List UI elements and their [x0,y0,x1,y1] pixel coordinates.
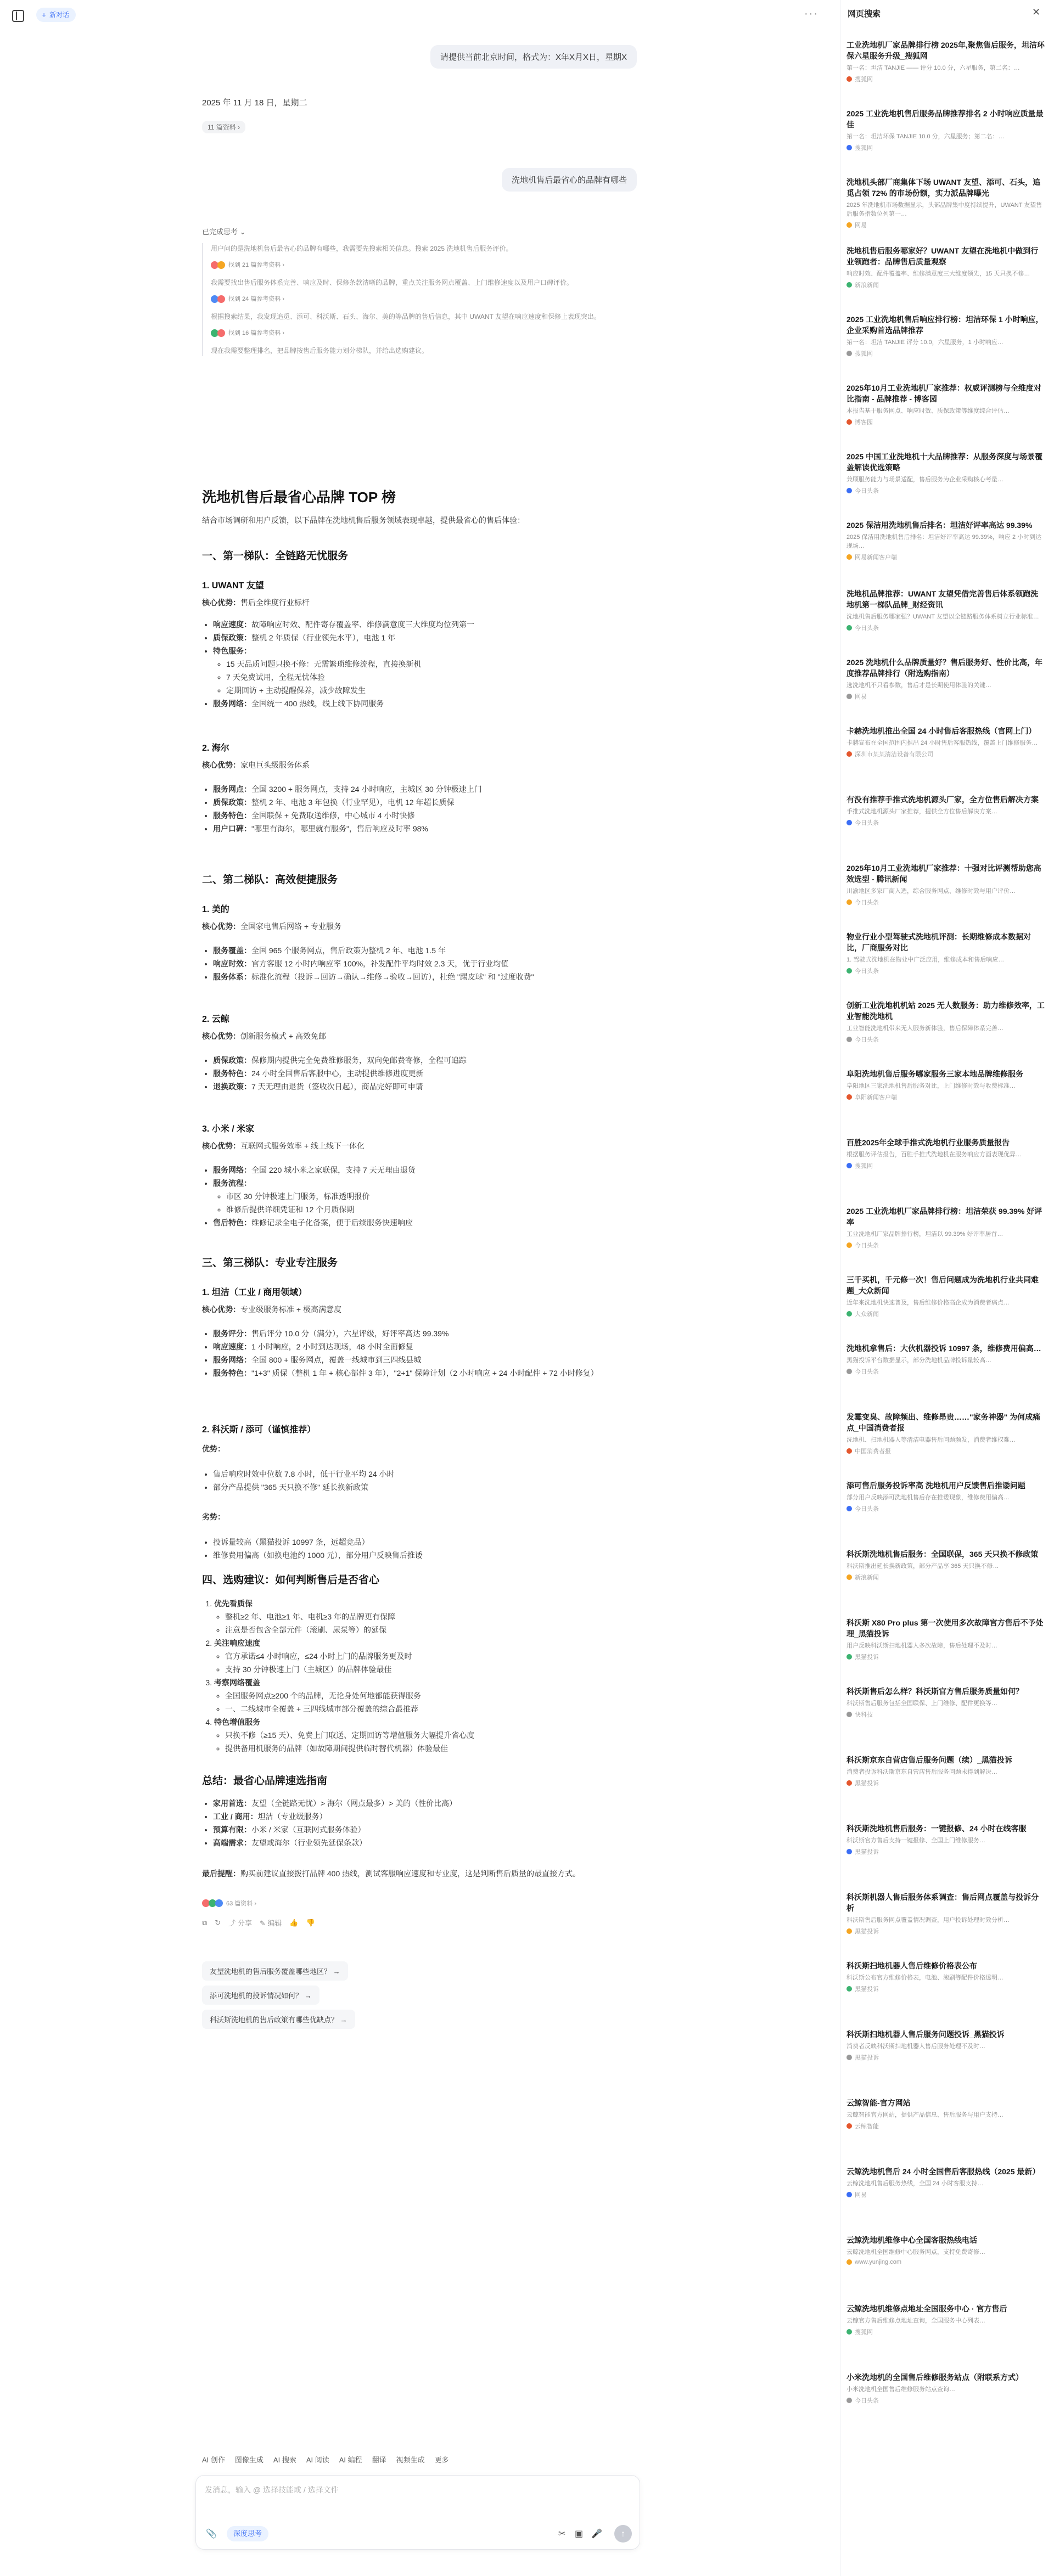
brand-details: • 响应速度：故障响应时效、配件寄存覆盖率、维修满意度三大维度均位列第一 • 质保政策：整机 2 年质保（行业领先水平），电池 1 年 • 特色服务： ◦ 15 天品质问题只换不修：无需繁琐维修流程，直接换新机 ◦ 7 天免费试用，全程无忧体验 ◦ 定期回访 + 主动提醒保养，减少故障发生 • 服务网络：全国统一 400 热线，线上线下协同服务 [202,618,637,710]
tool-code[interactable]: AI 编程 [339,2456,362,2464]
result-title[interactable]: 科沃斯 X80 Pro plus 第一次使用多次故障官方售后不予处理_黑猫投诉 [846,1618,1044,1638]
result-snippet: 消费者反映科沃斯扫地机器人售后服务处理不及时… [846,2043,985,2050]
result-source [846,1241,1045,1250]
source-icon [846,2329,852,2335]
result-snippet: 科沃斯推出延长换新政策，部分产品享 365 天只换不修… [846,1563,999,1570]
source-icon [846,899,852,905]
source-name: 搜狐网 [855,145,873,151]
search-result[interactable] [846,725,1045,758]
source-name: 今日头条 [855,820,879,826]
source-name: 黑猫投诉 [855,1849,879,1855]
image-icon[interactable]: ▣ [575,2529,584,2539]
source-name: 黑猫投诉 [855,1654,879,1661]
source-icon [846,1163,852,1168]
result-snippet: 2025 保洁用洗地机售后排名：坦洁好评率高达 99.39%，响应 2 小时到达现场… [846,534,1042,549]
source-icon [846,1712,852,1717]
result-snippet: 近年来洗地机快速普及，售后维修价格高企成为消费者痛点… [846,1300,1010,1306]
user-message: 请提供当前北京时间，格式为：X年X月X日，星期X [430,45,637,69]
result-snippet: 科沃斯售后服务包括全国联保、上门维修、配件更换等… [846,1700,997,1707]
source-icon [846,1369,852,1374]
thumbs-up-icon[interactable]: 👍 [289,1918,299,1927]
section-heading: 总结：最省心品牌速选指南 [202,1775,328,1787]
source-name: 新浪新闻 [855,282,879,289]
source-name: 今日头条 [855,1037,879,1043]
brand-heading: 3. 小米 / 米家 [202,1124,255,1134]
source-name: 搜狐网 [855,351,873,357]
result-title[interactable]: 2025 工业洗地机厂家品牌排行榜：坦洁荣获 99.39% 好评率 [846,1207,1042,1227]
result-title[interactable]: 创新工业洗地机机站 2025 无人数服务：助力维修效率，工业智能洗地机 [846,1001,1045,1021]
assistant-answer: 洗地机售后最省心品牌 TOP 榜 结合市场调研和用户反馈，以下品牌在洗地机售后服务领域表现卓越，提供最省心的售后体验： 一、第一梯队：全链路无忧服务 1. UWANT 友望 核心优势：售后全维度行业标杆 • 响应速度：故障响应时效、配件寄存覆盖率、维修满意度三大维度均位列第一 • 质保政策：整机 2 年质保（行业领先水平），电池 1 年 • 特色服务： ◦ 15 天品质问题只换不修：无需繁琐维修流程，直接换新机 ◦ 7 天免费试用，全程无忧体验 ◦ 定期回访 + 主动提醒保养，减少故障发生 • 服务网络：全国统一 400 热线，线上线下协同服务 2. 海尔 核心优势：家电巨头级服务体系 • 服务网点：全国 3200 + 服务网点，支持 24 小时响应，主城区 30 分钟极速上门 • 质保政策：整机 2 年、电池 3 年包换（行业罕见），电机 12 年超长质保 • 服务特色：全国联保 + 免费取送维修，中心城市 4 小时快修 • 用户口碑："哪里有海尔，哪里就有服务"，售后响应及时率 98% 二、第二梯队：高效便捷服务 1. 美的 核心优势：全国家电售后网络 + 专业服务 • 服务覆盖：全国 965 个服务网点，售后政策为整机 2 年、电池 1.5 年 • 响应时效：官方客服 12 小时内响应率 100%，补发配件平均时效 2.3 天，优于行业均值 • 服务体系：标准化流程（投诉→回访→确认→维修→验收→回访），杜绝 "踢皮球" 和 "过度收费" 2. 云鲸 核心优势：创新服务模式 + 高效免邮 • 质保政策：保修期内提供完全免费维修服务，双向免邮费寄修，全程可追踪 • 服务特色：24 小时全国售后客服中心，主动提供维修进度更新 • 退换政策：7 天无理由退货（签收次日起），商品完好即可申请 3. 小米 / 米家 核心优势：互联网式服务效率 + 线上线下一体化 • 服务网络：全国 220 城小米之家联保，支持 7 天无理由退货 • 服务流程： ◦ 市区 30 分钟极速上门服务，标准透明报价 ◦ 维修后提供详细凭证和 12 个月质保期 • 售后特色：维修记录全电子化备案，便于后续服务快速响应 三、第三梯队：专业专注服务 1. 坦洁（工业 / 商用领域） 核心优势：专业级服务标准 + 极高满意度 • 服务评分：售后评分 10.0 分（满分），六星评级，好评率高达 99.39% • 响应速度：1 小时响应，2 小时到达现场，48 小时全面修复 • 服务网络：全国 800 + 服务网点，覆盖一线城市到三四线县城 • 服务特色："1+3" 质保（整机 1 年 + 核心部件 3 年），"2+1" 保障计划（2 小时响应 + 24 小时配件 + 72 小时修复） 2. 科沃斯 / 添可（谨慎推荐） 优势： • 售后响应时效中位数 7.8 小时，低于行业平均 24 小时 • 部分产品提供 "365 天只换不修" 延长换新政策 劣势： • 投诉量较高（黑猫投诉 10997 条，远超竞品） • 维修费用偏高（如换电池约 1000 元），部分用户反映售后推诿 四、选购建议：如何判断售后是否省心 1. 优先看质保 ◦ 整机≥2 年、电池≥1 年、电机≥3 年的品牌更有保障 ◦ 注意是否包含全部元件（滚刷、尿泵等）的延保 2. 关注响应速度 ◦ 官方承诺≤4 小时响应，≤24 小时上门的品牌服务更及时 ◦ 支持 30 分钟极速上门（主城区）的品牌体验最佳 3. 考察网络覆盖 ◦ 全国服务网点≥200 个的品牌，无论身处何地都能获得服务 ◦ 一、二线城市全覆盖 + 三四线城市部分覆盖的综合最推荐 4. 特色增值服务 ◦ 只换不修（≥15 天）、免费上门取送、定期回访等增值服务大幅提升省心度 ◦ 提供备用机服务的品牌（如故障期间提供临时替代机器）体验最佳 总结：最省心品牌速选指南 • 家用首选：友望（全链路无忧）> 海尔（网点最多）> 美的（性价比高） • 工业 / 商用：坦洁（专业级服务） • 预算有限：小米 / 米家（互联网式服务体验） • 高端需求：友望或海尔（行业领先延保条款） 最后提醒：购买前建议直接拨打品牌 400 热线，测试客服响应速度和专业度，这是判断售后质量的最直接方式。 63 篇资料 › ⧉ ↻ ⤴ 分享 ✎ 编辑 👍 👎 [202,486,637,2259]
result-snippet: 第一名：坦洁 TANJIE —— 评分 10.0 分，六星服务，第二名：… [846,65,1020,71]
result-source [846,349,1045,358]
search-result[interactable] [846,2372,1045,2405]
search-result[interactable] [846,2303,1045,2336]
message-input[interactable]: 发消息，输入 @ 选择技能或 / 选择文件 [205,2485,339,2494]
source-icon [846,351,852,356]
result-source [846,143,1045,152]
result-source [846,1093,1045,1101]
answer-actions [202,1917,637,1928]
result-snippet: 云鲸洗地机售后服务热线，全国 24 小时客服支持… [846,2180,984,2187]
source-icon [846,1448,852,1454]
source-icon [846,2398,852,2403]
result-source [846,1573,1045,1582]
suggested-question[interactable]: 科沃斯洗地机的售后政策有哪些优缺点？ → [202,2010,355,2029]
brand-heading: 2. 海尔 [202,744,229,753]
result-source [846,553,1045,561]
pros-list: • 售后响应时效中位数 7.8 小时，低于行业平均 24 小时 • 部分产品提供 "365 天只换不修" 延长换新政策 [202,1467,637,1494]
search-result[interactable] [846,1137,1045,1170]
result-snippet: 消费者投诉科沃斯京东自营店售后服务问题未得到解决… [846,1769,997,1775]
result-snippet: 2025 年洗地机市场数据显示，头部品牌集中度持续提升，UWANT 友望售后服务指数位列第一… [846,202,1042,217]
source-name: 阜阳新闻客户端 [855,1094,897,1101]
search-result[interactable] [846,2166,1045,2199]
result-source [846,1367,1045,1376]
copy-icon[interactable]: ⧉ [202,1918,208,1927]
search-result[interactable] [846,383,1045,426]
result-source [846,966,1045,975]
result-source [846,2122,1045,2130]
source-icon [846,2055,852,2060]
search-result[interactable] [846,1617,1045,1661]
suggested-question[interactable]: 友望洗地机的售后服务覆盖哪些地区？ → [202,1961,348,1981]
section-heading: 一、第一梯队：全链路无忧服务 [202,550,349,562]
thinking-text: 我需要找出售后服务体系完善、响应及时、保修条款清晰的品牌，重点关注服务网点覆盖、上门维修速度以及用户口碑评价。 [211,279,574,286]
final-note: 最后提醒：购买前建议直接拨打品牌 400 热线，测试客服响应速度和专业度，这是判断售后质量的最直接方式。 [202,1869,581,1878]
result-title[interactable]: 三千买机，千元修一次！售后问题成为洗地机行业共同难题_大众新闻 [846,1275,1039,1295]
cons-list: • 投诉量较高（黑猫投诉 10997 条，远超竞品） • 维修费用偏高（如换电池约 1000 元），部分用户反映售后推诿 [202,1536,637,1562]
search-result[interactable] [846,1549,1045,1582]
search-result[interactable] [846,931,1045,975]
result-title[interactable]: 云鲸洗地机维修中心全国客服热线电话 [846,2236,977,2245]
result-source [846,1035,1045,1044]
source-name: 大众新闻 [855,1311,879,1318]
sidebar-toggle-icon[interactable] [12,10,24,22]
tips-list: 1. 优先看质保 ◦ 整机≥2 年、电池≥1 年、电机≥3 年的品牌更有保障 ◦ 注意是否包含全部元件（滚刷、尿泵等）的延保 2. 关注响应速度 ◦ 官方承诺≤4 小时响应，≤24 小时上门的品牌服务更及时 ◦ 支持 30 分钟极速上门（主城区）的品牌体验最佳 3. 考察网络覆盖 ◦ 全国服务网点≥200 个的品牌，无论身处何地都能获得服务 ◦ 一、二线城市全覆盖 + 三四线城市部分覆盖的综合最推荐 4. 特色增值服务 ◦ 只换不修（≥15 天）、免费上门取送、定期回访等增值服务大幅提升省心度 ◦ 提供备用机服务的品牌（如故障期间提供临时替代机器）体验最佳 [202,1597,637,1755]
result-snippet: 响应时效、配件覆盖率、维修满意度三大维度领先，15 天只换不修… [846,271,1030,277]
result-source [846,1779,1045,1787]
send-button[interactable]: ↑ [614,2525,632,2543]
search-result[interactable] [846,2029,1045,2062]
source-name: 黑猫投诉 [855,2055,879,2061]
source-name: 新浪新闻 [855,1574,879,1581]
source-name: 今日头条 [855,625,879,632]
search-result[interactable] [846,451,1045,495]
source-name: www.yunjing.com [855,2259,901,2265]
thumbs-down-icon[interactable]: 👎 [306,1918,315,1927]
source-name: 今日头条 [855,1506,879,1512]
search-result[interactable] [846,40,1045,83]
result-title[interactable]: 云鲸洗地机售后 24 小时全国售后客服热线（2025 最新） [846,2167,1040,2176]
brand-heading: 1. 坦洁（工业 / 商用领域） [202,1288,307,1297]
search-result[interactable] [846,1000,1045,1044]
result-title[interactable]: 2025年10月工业洗地机厂家推荐：十强对比评测帮助您高效选型 - 腾讯新闻 [846,864,1041,884]
section-heading: 四、选购建议：如何判断售后是否省心 [202,1574,380,1586]
search-result[interactable] [846,314,1045,358]
result-snippet: 科沃斯官方售后支持一键报修、全国上门维修服务… [846,1837,985,1844]
result-source [846,418,1045,426]
source-name: 网易新闻客户端 [855,554,897,561]
source-icon [846,1574,852,1580]
source-icon [846,968,852,974]
brand-details: • 服务评分：售后评分 10.0 分（满分），六星评级，好评率高达 99.39% • 响应速度：1 小时响应，2 小时到达现场，48 小时全面修复 • 服务网络：全国 800 + 服务网点，覆盖一线城市到三四线县城 • 服务特色："1+3" 质保（整机 1 年 + 核心部件 3 年），"2+1" 保障计划（2 小时响应 + 24 小时配件 + 72 小时修复） [202,1327,637,1380]
user-message: 洗地机售后最省心的品牌有哪些 [502,168,637,192]
result-snippet: 科沃斯售后服务网点覆盖情况调查，用户投诉处理时效分析… [846,1917,1010,1923]
source-icon [846,222,852,228]
source-icon [846,1654,852,1660]
result-title[interactable]: 洗地机品牌推荐：UWANT 友望凭借完善售后体系领跑洗地机第一梯队品牌_财经资讯 [846,589,1039,609]
search-result[interactable] [846,1686,1045,1719]
source-name: 搜狐网 [855,76,873,83]
search-result[interactable] [846,1823,1045,1856]
source-icon [846,1242,852,1248]
result-source [846,818,1045,827]
result-title[interactable]: 2025 工业洗地机售后响应排行榜：坦洁环保 1 小时响应，企业采购首选品牌推荐 [846,315,1044,335]
result-title[interactable]: 2025 保洁用洗地机售后排名：坦洁好评率高达 99.39% [846,521,1033,530]
source-icon [846,76,852,82]
edit-button[interactable]: ✎ 编辑 [259,1919,282,1927]
result-title[interactable]: 2025年10月工业洗地机厂家推荐：权威评测榜与全维度对比指南 - 品牌推荐 - 博客园 [846,384,1041,403]
search-result[interactable] [846,177,1045,229]
result-title[interactable]: 2025 工业洗地机售后服务品牌推荐排名 2 小时响应质量最佳 [846,109,1044,129]
result-title[interactable]: 工业洗地机厂家品牌排行榜 2025年,聚焦售后服务，坦洁环保六星服务升级_搜狐网 [846,41,1045,60]
brand-heading: 1. 美的 [202,905,229,914]
source-name: 黑猫投诉 [855,1986,879,1993]
result-source [846,1847,1045,1856]
message-composer[interactable] [195,2475,640,2550]
result-snippet: 云鲸智能官方网站，提供产品信息、售后服务与用户支持… [846,2112,1003,2118]
source-name: 网易 [855,694,867,700]
result-source [846,2396,1045,2405]
source-icon [846,2192,852,2197]
result-snippet: 工业洗地机厂家品牌排行榜，坦洁以 99.39% 好评率居首… [846,1231,1003,1238]
scissors-icon[interactable]: ✂ [558,2529,566,2539]
brand-details: • 服务网络：全国 220 城小米之家联保，支持 7 天无理由退货 • 服务流程： ◦ 市区 30 分钟极速上门服务，标准透明报价 ◦ 维修后提供详细凭证和 12 个月质保期 • 售后特色：维修记录全电子化备案，便于后续服务快速响应 [202,1163,637,1229]
result-title[interactable]: 云鲸洗地机维修点地址全国服务中心 · 官方售后 [846,2304,1007,2313]
result-snippet: 兼顾服务能力与场景适配，售后服务为企业采购核心考量… [846,476,1003,483]
tool-translate[interactable]: 翻译 [372,2456,386,2464]
tool-image[interactable]: 图像生成 [234,2456,264,2464]
result-snippet: 黑猫投诉平台数据显示，部分洗地机品牌投诉量较高… [846,1357,991,1364]
tool-search[interactable]: AI 搜索 [273,2456,296,2464]
search-result[interactable] [846,1892,1045,1936]
source-icon [846,694,852,699]
result-title[interactable]: 洗地机售后服务哪家好？UWANT 友望在洗地机中做到行业领跑者：品牌售后质量观察 [846,246,1039,266]
result-snippet: 用户反映科沃斯扫地机器人多次故障，售后处理不及时… [846,1643,997,1649]
mic-icon[interactable]: 🎤 [591,2529,602,2539]
summary-list: • 家用首选：友望（全链路无忧）> 海尔（网点最多）> 美的（性价比高） • 工业 / 商用：坦洁（专业级服务） • 预算有限：小米 / 米家（互联网式服务体验） • 高端需求：友望或海尔（行业领先延保条款） [202,1797,637,1849]
thinking-text: 用户问的是洗地机售后最省心的品牌有哪些，我需要先搜索相关信息。搜索 2025 洗地机售后服务评价。 [211,245,513,252]
result-snippet: 洗地机、扫地机器人等清洁电器售后问题频发，消费者维权难… [846,1437,1016,1443]
result-title[interactable]: 洗地机头部厂商集体下场 UWANT 友望、添可、石头，追觅占领 72% 的市场份额，实力派品牌曝光 [846,178,1041,198]
result-title[interactable]: 洗地机拿售后：大伙机器投诉 10997 条，维修费用偏高… [846,1344,1041,1353]
search-result[interactable] [846,1960,1045,1993]
result-snippet: 小米洗地机全国售后维修服务站点查询… [846,2386,955,2393]
section-heading: 二、第二梯队：高效便捷服务 [202,874,338,886]
source-icon [846,2123,852,2129]
source-name: 今日头条 [855,899,879,906]
search-result[interactable] [846,794,1045,827]
source-icon [846,625,852,631]
result-snippet: 第一名：坦洁 TANJIE 评分 10.0，六星服务，1 小时响应… [846,339,1003,346]
result-source [846,2259,1045,2265]
source-name: 搜狐网 [855,1163,873,1169]
result-snippet: 手推式洗地机源头厂家推荐，提供全方位售后解决方案… [846,808,997,815]
search-result[interactable] [846,1206,1045,1250]
result-title[interactable]: 发霉变臭、故障频出、维修昂贵……"家务神器" 为何成痛点_中国消费者报 [846,1413,1041,1432]
retry-icon[interactable]: ↻ [215,1918,221,1927]
source-icon [846,751,852,757]
result-title[interactable]: 有没有推荐手推式洗地机源头厂家，全方位售后解决方案 [846,795,1039,804]
share-button[interactable]: ⤴ 分享 [228,1919,252,1927]
source-name: 今日头条 [855,488,879,494]
source-name: 网易 [855,2192,867,2198]
thinking-panel [202,243,637,356]
result-title[interactable]: 科沃斯扫地机器人售后服务问题投诉_黑猫投诉 [846,2030,1005,2039]
source-icon [846,488,852,493]
source-name: 云鲸智能 [855,2123,879,2130]
result-snippet: 本报告基于服务网点、响应时效、质保政策等维度综合评估… [846,408,1010,414]
source-icon [846,1780,852,1786]
result-source [846,2190,1045,2199]
search-result[interactable] [846,863,1045,907]
result-title[interactable]: 科沃斯洗地机售后服务：全国联保，365 天只换不修政策 [846,1550,1039,1559]
source-icon [846,2259,852,2265]
source-icon [846,282,852,288]
result-source [846,623,1045,632]
result-snippet: 1. 驾驶式洗地机在物业中广泛应用，维修成本和售后响应… [846,957,1005,963]
source-name: 深圳市某某清洁设备有限公司 [855,751,933,758]
thinking-text: 现在我需要整理排名，把品牌按售后服务能力划分梯队，并给出选购建议。 [211,347,429,355]
source-name: 今日头条 [855,1369,879,1375]
source-icon [846,554,852,560]
result-title[interactable]: 物业行业小型驾驶式洗地机评测：长期维修成本数据对比，厂商服务对比 [846,932,1031,952]
close-icon[interactable]: ✕ [1032,7,1041,18]
brand-heading: 2. 科沃斯 / 添可（谨慎推荐） [202,1425,316,1435]
source-name: 黑猫投诉 [855,1780,879,1787]
search-result[interactable] [846,1754,1045,1787]
site-icon [215,1899,223,1907]
tool-bar [202,2454,637,2465]
result-source [846,1309,1045,1318]
source-icon [846,1506,852,1511]
result-source [846,1504,1045,1513]
result-snippet: 第一名：坦洁环保 TANJIE 10.0 分，六星服务；第二名：… [846,133,1005,140]
deep-think-button[interactable]: 深度思考 [227,2526,268,2541]
result-source [846,1984,1045,1993]
tool-ai-create[interactable]: AI 创作 [202,2456,225,2464]
result-snippet: 根据服务评估报告，百胜手推式洗地机在服务响应方面表现优异… [846,1151,1022,1158]
search-result[interactable] [846,2235,1045,2265]
site-icon [217,329,225,337]
result-snippet: 洗地机售后服务哪家强？UWANT 友望以全链路服务体系树立行业标准… [846,614,1039,620]
source-chip[interactable]: 找到 21 篇参考资料 › [211,260,637,271]
more-options-icon[interactable]: ··· [804,8,818,20]
source-icon [846,820,852,825]
result-source [846,1161,1045,1170]
brand-details: • 质保政策：保修期内提供完全免费维修服务，双向免邮费寄修，全程可追踪 • 服务特色：24 小时全国售后客服中心，主动提供维修进度更新 • 退换政策：7 天无理由退货（签收次日起），商品完好即可申请 [202,1054,637,1093]
result-source [846,2327,1045,2336]
source-name: 黑猫投诉 [855,1928,879,1935]
source-name: 搜狐网 [855,2329,873,2336]
result-snippet: 部分用户反映添可洗地机售后存在推诿现象，维修费用偏高… [846,1494,1010,1501]
result-snippet: 工业智能洗地机带来无人服务新体验，售后保障体系完善… [846,1025,1003,1032]
source-icon [846,1986,852,1992]
result-source [846,692,1045,701]
tool-video[interactable]: 视频生成 [396,2456,425,2464]
brand-details: • 服务网点：全国 3200 + 服务网点，支持 24 小时响应，主城区 30 分钟极速上门 • 质保政策：整机 2 年、电池 3 年包换（行业罕见），电机 12 年超长质保 • 服务特色：全国联保 + 免费取送维修，中心城市 4 小时快修 • 用户口碑："哪里有海尔，哪里就有服务"，售后响应及时率 98% [202,783,637,835]
source-name: 今日头条 [855,2398,879,2404]
suggested-question[interactable]: 添可洗地机的投诉情况如何？ → [202,1986,319,2005]
sources-pill[interactable]: 11 篇资料 › [202,121,245,133]
result-source [846,1652,1045,1661]
brand-heading: 2. 云鲸 [202,1015,229,1024]
attach-icon[interactable]: 📎 [206,2529,217,2539]
tool-read[interactable]: AI 阅读 [306,2456,329,2464]
answer-sources-chip[interactable]: 63 篇资料 › [202,1899,637,1908]
top-bar [0,0,840,31]
result-title[interactable]: 科沃斯京东自营店售后服务问题（续）_黑猫投诉 [846,1756,1012,1764]
result-snippet: 云鲸洗地机全国维修中心服务网点，支持免费寄修… [846,2249,985,2256]
result-source [846,2053,1045,2062]
result-title[interactable]: 阜阳洗地机售后服务哪家服务三家本地品牌维修服务 [846,1070,1023,1078]
brand-details: • 服务覆盖：全国 965 个服务网点，售后政策为整机 2 年、电池 1.5 年 • 响应时效：官方客服 12 小时内响应率 100%，补发配件平均时效 2.3 天，优于行业均值 • 服务体系：标准化流程（投诉→回访→确认→维修→验收→回访），杜绝 "踢皮球" 和 "过度收费" [202,944,637,983]
source-chip[interactable]: 找到 16 篇参考资料 › [211,328,637,339]
result-title[interactable]: 科沃斯售后怎么样？科沃斯官方售后服务质量如何？ [846,1687,1023,1696]
thinking-toggle[interactable]: 已完成思考 ⌄ [202,228,246,236]
source-chip[interactable]: 找到 24 篇参考资料 › [211,294,637,305]
result-source [846,1710,1045,1719]
source-icon [846,1094,852,1100]
result-title[interactable]: 2025 洗地机什么品牌质量好？售后服务好、性价比高，年度推荐品牌排行（附选购指南） [846,658,1043,678]
result-snippet: 阜阳地区三家洗地机售后服务对比，上门维修时效与收费标准… [846,1083,1016,1089]
site-icon [217,295,225,303]
answer-title: 洗地机售后最省心品牌 TOP 榜 [202,489,396,505]
result-title[interactable]: 2025 中国工业洗地机十大品牌推荐：从服务深度与场景覆盖解读优选策略 [846,452,1043,472]
search-result[interactable] [846,1343,1045,1376]
result-title[interactable]: 科沃斯洗地机售后服务：一键报修、24 小时在线客服 [846,1824,1027,1833]
result-source [846,75,1045,83]
search-result[interactable] [846,2097,1045,2130]
result-source [846,1927,1045,1936]
result-snippet: 卡赫宣布在全国范围内推出 24 小时售后客服热线，覆盖上门维修服务… [846,740,1038,746]
source-icon [846,1928,852,1934]
assistant-answer-date: 2025 年 11 月 18 日，星期二 [202,98,307,108]
result-title[interactable]: 小米洗地机的全国售后维修服务站点（附联系方式） [846,2373,1023,2382]
source-icon [846,419,852,425]
search-result[interactable] [846,245,1045,289]
search-result[interactable] [846,1068,1045,1101]
source-icon [846,145,852,150]
result-title[interactable]: 添可售后服务投诉率高 洗地机用户反馈售后推诿问题 [846,1481,1025,1490]
result-source [846,898,1045,907]
section-heading: 三、第三梯队：专业专注服务 [202,1257,338,1269]
result-source [846,221,1045,229]
thinking-text: 根据搜索结果，我发现追觅、添可、科沃斯、石头、海尔、美的等品牌的售后信息，其中 UWANT 友望在响应速度和保修上表现突出。 [211,313,601,320]
result-source [846,1447,1045,1455]
search-panel-title: 网页搜索 [848,9,881,19]
search-result[interactable] [846,588,1045,632]
source-name: 快科技 [855,1712,873,1718]
result-title[interactable]: 科沃斯机器人售后服务体系调查：售后网点覆盖与投诉分析 [846,1893,1039,1913]
result-title[interactable]: 百胜2025年全球手推式洗地机行业服务质量报告 [846,1138,1010,1147]
source-name: 博客园 [855,419,873,426]
source-name: 网易 [855,222,867,229]
result-snippet: 川渝地区多家厂商入选，综合服务网点、维修时效与用户评价… [846,888,1016,895]
search-result[interactable] [846,1411,1045,1455]
source-icon [846,1849,852,1854]
site-icon [217,261,225,269]
search-result[interactable] [846,520,1045,561]
result-title[interactable]: 云鲸智能-官方网站 [846,2099,911,2107]
result-snippet: 选洗地机不只看参数，售后才是长期使用体验的关键… [846,682,991,689]
brand-heading: 1. UWANT 友望 [202,581,264,590]
search-result[interactable] [846,108,1045,152]
source-icon [846,1037,852,1042]
source-name: 今日头条 [855,1242,879,1249]
source-name: 今日头条 [855,968,879,975]
result-snippet: 云鲸官方售后维修点地址查询，全国服务中心列表… [846,2318,985,2324]
result-source [846,280,1045,289]
result-source [846,486,1045,495]
search-result[interactable] [846,1480,1045,1513]
source-name: 中国消费者报 [855,1448,891,1455]
tool-more[interactable]: 更多 [434,2456,449,2464]
source-icon [846,1311,852,1317]
answer-intro: 结合市场调研和用户反馈，以下品牌在洗地机售后服务领域表现卓越，提供最省心的售后体验： [202,516,525,525]
result-title[interactable]: 卡赫洗地机推出全国 24 小时售后客服热线（官网上门） [846,727,1036,735]
chat-area [0,31,840,2576]
result-snippet: 科沃斯公布官方维修价格表，电池、滚刷等配件价格透明… [846,1975,1003,1981]
result-title[interactable]: 科沃斯扫地机器人售后维修价格表公布 [846,1961,977,1970]
new-chat-button[interactable]: + 新对话 [36,8,76,22]
search-result[interactable] [846,1274,1045,1318]
result-source [846,750,1045,758]
search-result[interactable] [846,657,1045,701]
